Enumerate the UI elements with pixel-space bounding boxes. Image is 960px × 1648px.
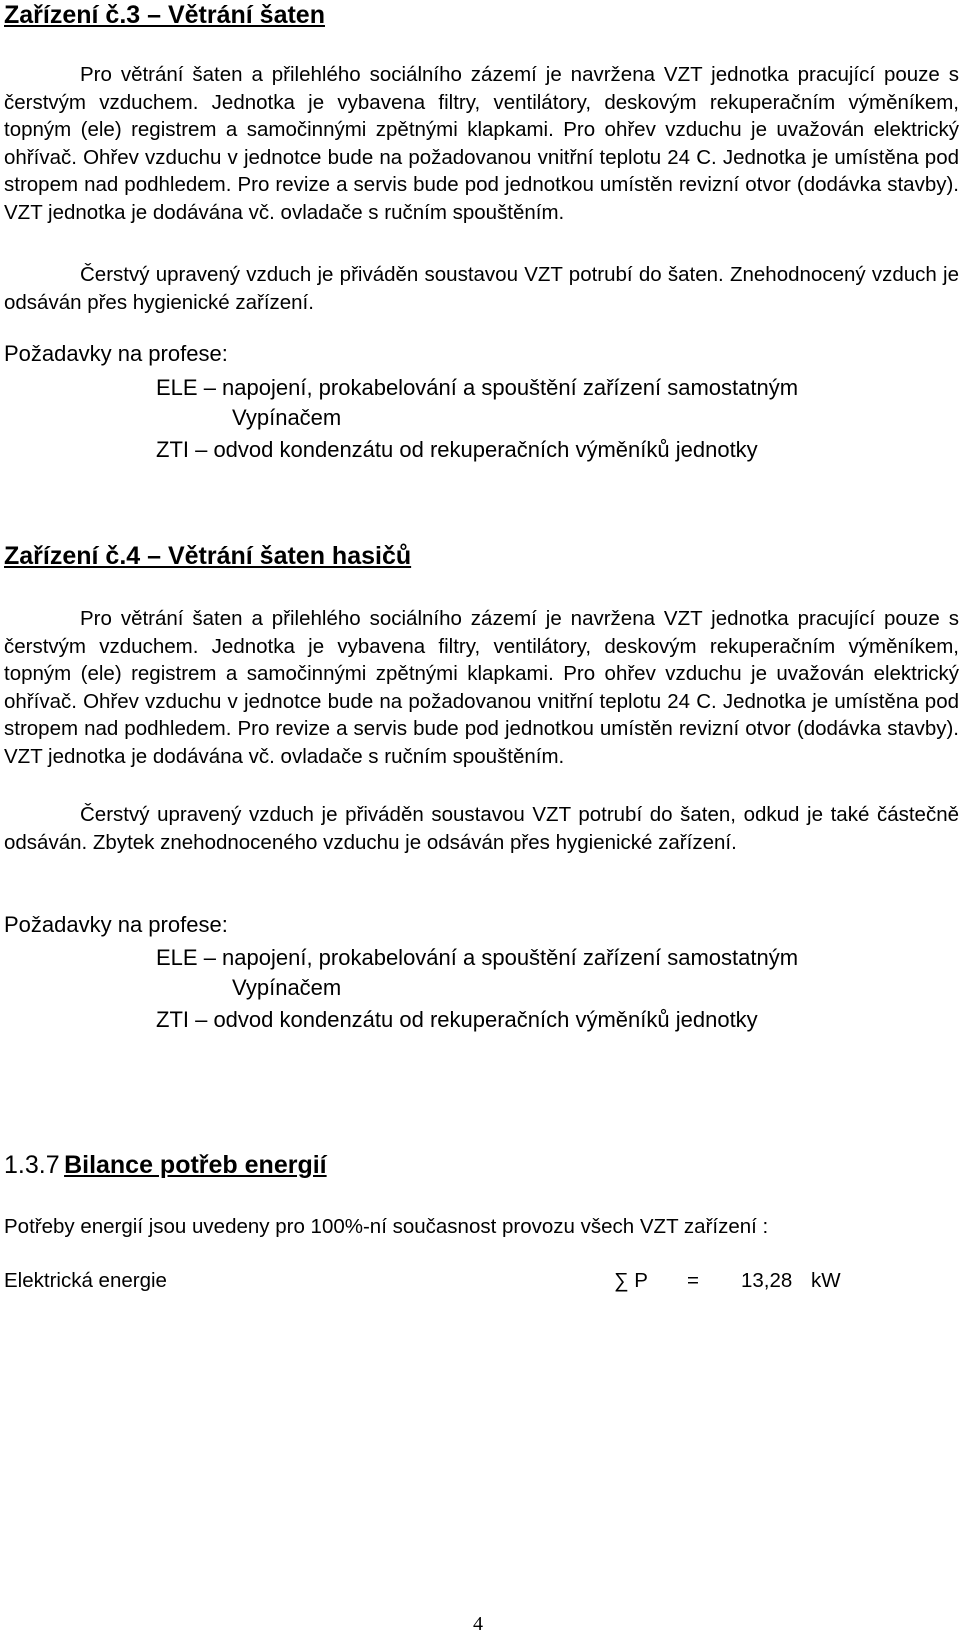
- section-3-paragraph-1: Pro větrání šaten a přilehlého sociálního zázemí je navržena VZT jednotka pracující pouze s čerstvým vzduchem. Jednotka je vybavena filtry, ventilátory, deskovým rekuperačním výměníkem, topným (ele) registrem a samočinnými zpětnými klapkami. Pro ohřev vzduchu je uvažován elektrický ohřívač. Ohřev vzduchu v jednotce bude na požadovanou vnitřní teplotu 24 C. Jednotka je umístěna pod stropem nad podhledem. Pro revize a servis bude pod jednotkou umístěn revizní otvor (dodávka stavby). VZT jednotka je dodávána vč. ovladače s ručním spouštěním.: [4, 63, 959, 224]
- section-3-requirement-ele-cont: Vypínačem: [232, 405, 342, 430]
- section-4-requirement-ele-cont: Vypínačem: [232, 975, 342, 1000]
- section-4-requirements-label: Požadavky na profese:: [4, 912, 228, 937]
- energy-section-heading: [4, 1150, 327, 1184]
- section-3-heading: Zařízení č.3 – Větrání šaten: [4, 1, 325, 29]
- section-3-paragraph-2: Čerstvý upravený vzduch je přiváděn soustavou VZT potrubí do šaten. Znehodnocený vzduch je odsáván přes hygienické zařízení.: [4, 263, 959, 314]
- section-4-paragraph-2: Čerstvý upravený vzduch je přiváděn soustavou VZT potrubí do šaten, odkud je také částečně odsáván. Zbytek znehodnoceného vzduchu je odsáván přes hygienické zařízení.: [4, 803, 959, 854]
- energy-value: 13,28: [741, 1269, 793, 1292]
- section-3-requirement-zti: ZTI – odvod kondenzátu od rekuperačních výměníků jednotky: [156, 437, 758, 462]
- section-4-heading: Zařízení č.4 – Větrání šaten hasičů: [4, 542, 412, 570]
- energy-equals: =: [687, 1269, 699, 1292]
- energy-label: Elektrická energie: [4, 1269, 167, 1292]
- section-3-requirement-ele: ELE – napojení, prokabelování a spouštění zařízení samostatným: [156, 375, 799, 400]
- energy-sum-symbol: ∑ P: [614, 1269, 648, 1292]
- energy-intro: Potřeby energií jsou uvedeny pro 100%-ní současnost provozu všech VZT zařízení :: [4, 1215, 769, 1238]
- energy-section-title: Bilance potřeb energií: [64, 1151, 327, 1179]
- page-number: 4: [473, 1613, 483, 1635]
- energy-section-number: 1.3.7: [4, 1151, 60, 1179]
- section-3-requirements-label: Požadavky na profese:: [4, 341, 228, 366]
- section-4-paragraph-1: Pro větrání šaten a přilehlého sociálního zázemí je navržena VZT jednotka pracující pouze s čerstvým vzduchem. Jednotka je vybavena filtry, ventilátory, deskovým rekuperačním výměníkem, topným (ele) registrem a samočinnými zpětnými klapkami. Pro ohřev vzduchu je uvažován elektrický ohřívač. Ohřev vzduchu v jednotce bude na požadovanou vnitřní teplotu 24 C. Jednotka je umístěna pod stropem nad podhledem. Pro revize a servis bude pod jednotkou umístěn revizní otvor (dodávka stavby). VZT jednotka je dodávána vč. ovladače s ručním spouštěním.: [4, 607, 959, 768]
- section-4-requirement-ele: ELE – napojení, prokabelování a spouštění zařízení samostatným: [156, 945, 799, 970]
- energy-unit: kW: [811, 1269, 841, 1292]
- section-4-requirement-zti: ZTI – odvod kondenzátu od rekuperačních výměníků jednotky: [156, 1007, 758, 1032]
